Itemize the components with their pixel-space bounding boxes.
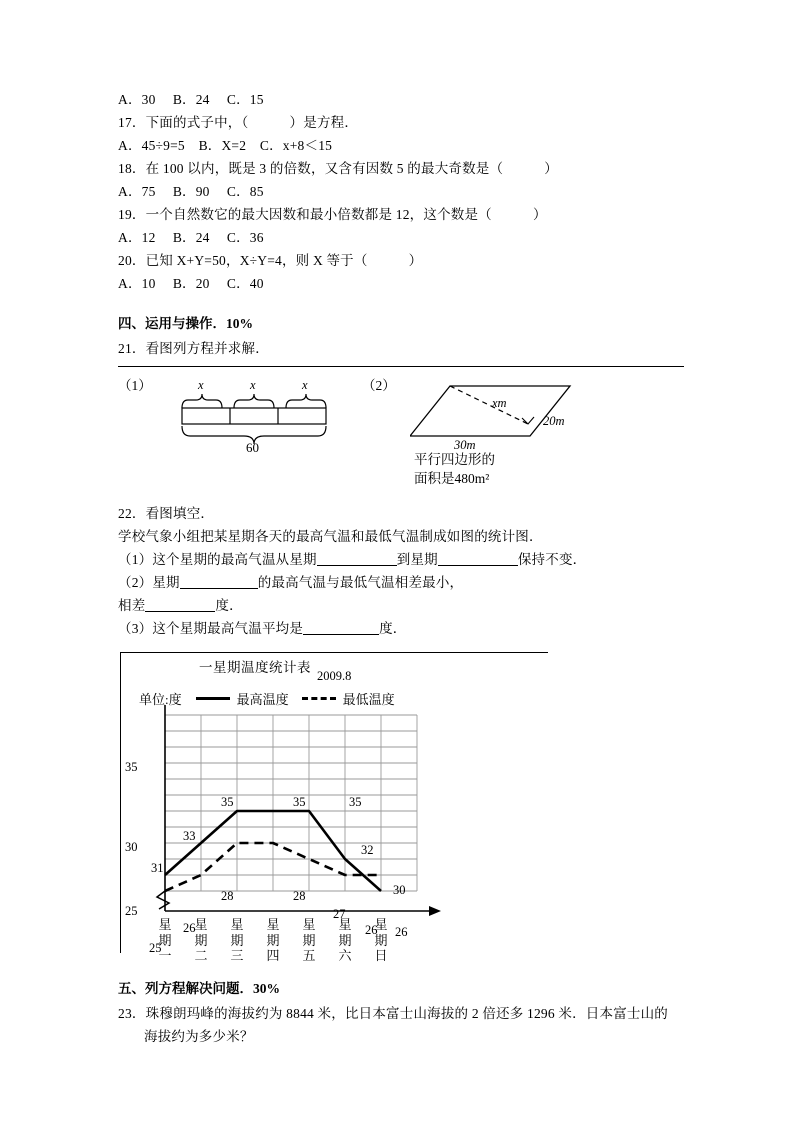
axis-break-icon: [157, 891, 169, 909]
x-cat-5-c0: 星: [338, 917, 352, 932]
temperature-chart: [120, 652, 548, 963]
parallelogram-caption: [414, 450, 495, 488]
point-label-low-3: 28: [293, 889, 306, 903]
q18-stem: 18．在 100 以内，既是 3 的倍数，又含有因数 5 的最大奇数是（ ）: [118, 161, 558, 176]
chart-title: 一星期温度统计表: [199, 660, 311, 675]
q19-options: A．12 B．24 C．36: [118, 230, 264, 245]
y-tick-label-35: 35: [125, 760, 138, 774]
x-cat-1-c1: 期: [194, 932, 208, 948]
x-cat-4-c1: 期: [302, 932, 316, 948]
parallelogram-caption-line1: 平行四边形的: [414, 452, 495, 467]
q20-stem: 20．已知 X+Y=50，X÷Y=4，则 X 等于（ ）: [118, 253, 423, 268]
q22-part3-text-a: （3）这个星期最高气温平均是: [118, 621, 304, 636]
x-cat-6-c0: 星: [374, 917, 388, 932]
x-category-label-2: [229, 917, 245, 964]
q22-part2-text-a: （2）星期: [118, 575, 180, 590]
point-label-low-6: 26: [395, 925, 408, 939]
q16-options: A．30 B．24 C．15: [118, 92, 264, 107]
parallelogram-diagram: [410, 374, 580, 459]
point-label-high-1: 33: [183, 829, 196, 843]
point-label-high-5: 32: [361, 843, 374, 857]
point-label-high-3: 35: [293, 795, 306, 809]
page-content: [118, 88, 688, 1048]
q23-line2: 海拔约为多少米？: [144, 1029, 254, 1044]
x-cat-5-c2: 六: [338, 948, 352, 963]
section-5-percent: 30%: [253, 981, 280, 996]
q22-intro: 学校气象小组把某星期各天的最高气温和最低气温制成如图的统计图．: [118, 529, 543, 544]
x-category-label-1: [193, 917, 209, 964]
section-4-title: 四、运用与操作．: [118, 316, 226, 331]
x-cat-0-c2: 一: [158, 948, 172, 963]
x-category-label-5: [337, 917, 353, 964]
x-category-label-4: [301, 917, 317, 964]
parallelogram-side-label: 20m: [543, 414, 565, 428]
q21-stem: 21．看图列方程并求解．: [118, 341, 269, 356]
q21-figures: [118, 366, 688, 488]
figure-divider-rule: [118, 366, 684, 367]
section-5-title: 五、列方程解决问题．: [118, 981, 253, 996]
brace-x-label-1: x: [198, 378, 204, 392]
y-tick-label-25: 25: [125, 904, 138, 918]
brace-total-label: 60: [246, 440, 259, 455]
point-label-high-6: 30: [393, 883, 406, 897]
point-label-low-0: 25: [149, 941, 162, 955]
q21-part1-label: （1）: [118, 378, 152, 393]
x-cat-3-c1: 期: [266, 932, 280, 948]
legend-label-low: 最低温度: [342, 692, 395, 707]
q22-part1-text-c: 保持不变．: [517, 552, 587, 567]
q22-blank-5[interactable]: [303, 621, 379, 635]
x-cat-0-c0: 星: [158, 917, 172, 932]
brace-x-label-3: x: [302, 378, 308, 392]
section-5-heading: [118, 977, 688, 1000]
x-cat-6-c2: 日: [374, 948, 388, 963]
point-label-high-2: 35: [221, 795, 234, 809]
x-axis-arrow-icon: [429, 906, 441, 916]
point-label-low-5: 26: [365, 923, 378, 937]
q23-line1: 23．珠穆朗玛峰的海拔约为 8844 米，比日本富士山海拔的 2 倍还多 1296 米．日本富士山的: [118, 1006, 668, 1021]
q22-stem: 22．看图填空．: [118, 506, 215, 521]
legend-label-high: 最高温度: [236, 692, 289, 707]
legend-swatch-high-icon: [196, 697, 230, 700]
section-4-heading: [118, 312, 688, 335]
x-cat-1-c0: 星: [194, 917, 208, 932]
x-cat-6-c1: 期: [374, 932, 388, 948]
x-category-label-0: [157, 917, 173, 964]
x-cat-2-c0: 星: [230, 917, 244, 932]
point-label-high-0: 31: [151, 861, 164, 875]
q22-blank-2[interactable]: [438, 552, 518, 566]
x-category-label-6: [373, 917, 389, 964]
q22-part2-text-b: 的最高气温与最低气温相差最小，: [257, 575, 464, 590]
x-cat-1-c2: 二: [194, 948, 208, 963]
x-cat-0-c1: 期: [158, 932, 172, 948]
chart-unit-label: 单位:度: [139, 692, 182, 707]
parallelogram-caption-line2: 面积是480m²: [414, 471, 490, 486]
parallelogram-base-label: 30m: [454, 438, 476, 452]
q21-part2-label: （2）: [362, 378, 396, 393]
x-category-label-3: [265, 917, 281, 964]
q22-part2-text-c: 相差: [118, 598, 146, 613]
q22-part3: [118, 617, 688, 640]
legend-swatch-low-icon: [302, 697, 336, 700]
y-tick-label-30: 30: [125, 840, 138, 854]
brace-diagram: [176, 380, 356, 463]
q22-part1-text-a: （1）这个星期的最高气温从星期: [118, 552, 317, 567]
q17-options: A．45÷9=5 B．X=2 C．x+8＜15: [118, 138, 333, 153]
section-4-percent: 10%: [226, 316, 253, 331]
x-cat-4-c2: 五: [302, 948, 316, 963]
x-cat-3-c2: 四: [266, 948, 280, 963]
q17-stem: 17．下面的式子中，（ ）是方程．: [118, 115, 359, 130]
q18-options: A．75 B．90 C．85: [118, 184, 264, 199]
q22-blank-1[interactable]: [317, 552, 397, 566]
x-cat-3-c0: 星: [266, 917, 280, 932]
brace-x-label-2: x: [250, 378, 256, 392]
q22-blank-4[interactable]: [145, 598, 215, 612]
x-cat-4-c0: 星: [302, 917, 316, 932]
q22-blank-3[interactable]: [180, 575, 258, 589]
x-cat-2-c2: 三: [230, 948, 244, 963]
point-label-low-4: 27: [333, 907, 346, 921]
q22-part2-text-d: 度．: [215, 598, 243, 613]
q22-part1: [118, 548, 688, 571]
x-cat-5-c1: 期: [338, 932, 352, 948]
q22-part2-cont: [118, 594, 688, 617]
point-label-low-2: 28: [221, 889, 234, 903]
q22-part2: [118, 571, 688, 594]
q19-stem: 19．一个自然数它的最大因数和最小倍数都是 12，这个数是（ ）: [118, 207, 547, 222]
q22-part1-text-b: 到星期: [396, 552, 438, 567]
q20-options: A．10 B．20 C．40: [118, 276, 264, 291]
chart-gridlines: [165, 715, 417, 891]
chart-date: 2009.8: [317, 669, 352, 683]
q22-part3-text-b: 度．: [379, 621, 407, 636]
point-label-low-1: 26: [183, 921, 196, 935]
point-label-high-4: 35: [349, 795, 362, 809]
parallelogram-height-label: xm: [492, 396, 507, 410]
x-cat-2-c1: 期: [230, 932, 244, 948]
